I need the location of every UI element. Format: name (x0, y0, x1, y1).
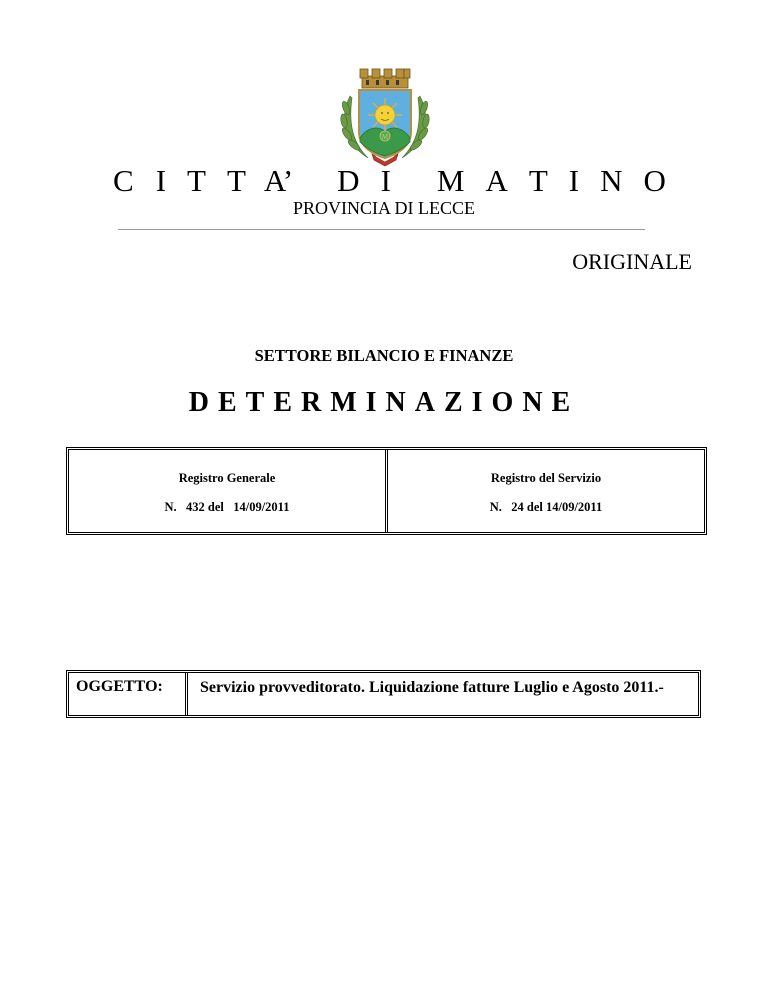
subject-box (66, 670, 701, 718)
city-title (113, 163, 666, 199)
subject-label: OGGETTO: (69, 673, 188, 715)
province-name: PROVINCIA DI LECCE (292, 198, 475, 218)
service-register-label: Registro del Servizio (490, 471, 602, 485)
general-register-label: Registro Generale (178, 471, 276, 485)
city-title-letter: I (380, 163, 391, 198)
city-title-letter: I (155, 163, 167, 198)
service-register-cell (388, 450, 704, 532)
city-title-letter: T (187, 163, 206, 198)
copy-type-label: ORIGINALE (572, 249, 692, 274)
coat-of-arms-icon (332, 66, 438, 170)
subject-text: Servizio provveditorato. Liquidazione fatture Luglio e Agosto 2011.- (200, 679, 664, 696)
document-type-title: DETERMINAZIONE (188, 387, 580, 418)
city-title-letter: N (600, 163, 623, 198)
city-title-letter: C (113, 163, 134, 198)
header-divider (118, 229, 645, 230)
city-title-letter: D (337, 163, 360, 198)
general-register-cell (69, 450, 388, 532)
general-register-number: N. 432 del 14/09/2011 (164, 500, 290, 514)
service-register-number: N. 24 del 14/09/2011 (489, 500, 603, 514)
sector-title: SETTORE BILANCIO E FINANZE (254, 346, 514, 365)
city-title-letter: I (568, 163, 580, 198)
city-title-letter: O (643, 163, 666, 198)
svg-text:M: M (381, 133, 389, 141)
register-table (66, 447, 707, 535)
city-title-letter: T (226, 163, 246, 198)
city-title-letter: M (436, 163, 465, 198)
city-title-letter: A (485, 163, 508, 198)
city-title-letter: A’ (263, 163, 294, 198)
city-title-letter: T (528, 163, 548, 198)
